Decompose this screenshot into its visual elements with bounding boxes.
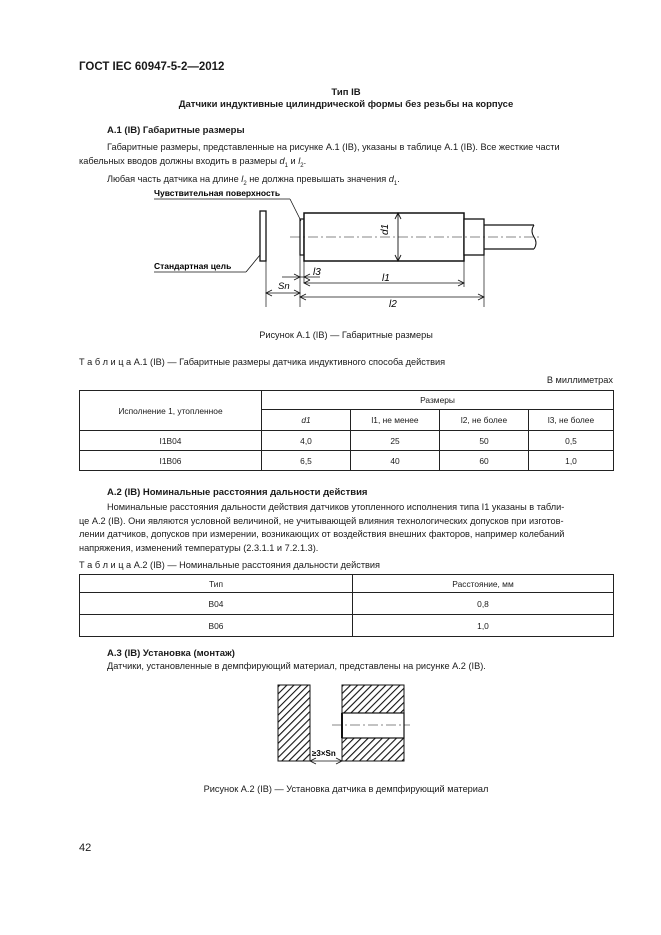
table-a1-header-variant: Исполнение 1, утопленное bbox=[80, 391, 262, 431]
figure-a2-drawing bbox=[270, 680, 420, 770]
subscript: 1 bbox=[284, 162, 288, 169]
section-a2-paragraph bbox=[79, 501, 613, 555]
table-a1-header-l1: l1, не менее bbox=[351, 410, 440, 431]
cell-type: B06 bbox=[80, 615, 353, 637]
cell-type: B04 bbox=[80, 593, 353, 615]
table-a2-header-distance: Расстояние, мм bbox=[353, 575, 614, 593]
symbol-d: d bbox=[388, 173, 394, 184]
cell-l2: 60 bbox=[440, 451, 529, 471]
conjunction: и bbox=[287, 155, 299, 166]
table-a1-header-group: Размеры bbox=[262, 391, 614, 410]
table-a1 bbox=[79, 390, 614, 471]
a1-text-line-1: Габаритные размеры, представленные на рисунке А.1 (IB), указаны в таблице А.1 (IB). Все жесткие части bbox=[107, 142, 560, 152]
cell-d1: 4,0 bbox=[262, 431, 351, 451]
sensor-body bbox=[342, 713, 404, 738]
gap-dimension-label: ≥3×Sn bbox=[312, 749, 336, 758]
target-block bbox=[278, 685, 310, 761]
damping-material-lower bbox=[342, 738, 404, 761]
dim-d1-label: d1 bbox=[380, 223, 391, 235]
symbol-d: d bbox=[279, 155, 285, 166]
table-a2-caption: Т а б л и ц а А.2 (IB) — Номинальные расстояния дальности действия bbox=[79, 560, 381, 570]
symbol-l: l bbox=[241, 173, 244, 184]
section-a3-paragraph bbox=[79, 660, 613, 674]
table-row bbox=[80, 451, 614, 471]
figure-a2-caption: Рисунок А.2 (IB) — Установка датчика в демпфирующий материал bbox=[203, 784, 489, 794]
standard-target-plate bbox=[260, 211, 266, 261]
table-a2 bbox=[79, 574, 614, 637]
cell-l1: 40 bbox=[351, 451, 440, 471]
subscript: 2 bbox=[300, 162, 304, 169]
type-subtitle: Датчики индуктивные цилиндрической формы без резьбы на корпусе bbox=[178, 99, 514, 110]
cell-l3: 1,0 bbox=[529, 451, 614, 471]
document-code: ГОСТ IEC 60947-5-2—2012 bbox=[79, 61, 225, 73]
table-row bbox=[80, 593, 614, 615]
a2-text-line-1: Номинальные расстояния дальности действия датчиков утопленного исполнения типа I1 указаны в табли- bbox=[107, 502, 565, 512]
table-row bbox=[80, 431, 614, 451]
page-number: 42 bbox=[79, 842, 92, 854]
period: . bbox=[303, 155, 307, 166]
figure-a1-drawing bbox=[150, 180, 550, 313]
section-a1-heading: А.1 (IB) Габаритные размеры bbox=[107, 125, 245, 136]
dim-l1-label: l1 bbox=[382, 273, 390, 284]
damping-material-upper bbox=[342, 685, 404, 713]
subscript: 1 bbox=[393, 180, 398, 187]
section-a2-heading: А.2 (IB) Номинальные расстояния дальности действия bbox=[107, 487, 368, 498]
type-title: Тип IB bbox=[331, 87, 361, 98]
standard-target-label: Стандартная цель bbox=[154, 261, 232, 271]
cell-distance: 0,8 bbox=[353, 593, 614, 615]
table-a1-header-d1: d1 bbox=[262, 410, 351, 431]
table-row bbox=[80, 615, 614, 637]
table-a1-units: В миллиметрах bbox=[546, 375, 613, 385]
table-a1-header-l2: l2, не более bbox=[440, 410, 529, 431]
table-a1-header-l3: l3, не более bbox=[529, 410, 614, 431]
subscript: 2 bbox=[243, 180, 247, 187]
a2-text-line-3: лении датчиков, допусков при измерении, возникающих от воздействия внешних факторов, например колебаний bbox=[79, 529, 565, 539]
a2-text-line-2: це А.2 (IB). Они являются условной величиной, не учитывающей влияния технологических допусков при изготов- bbox=[79, 515, 564, 526]
cell-variant: I1B06 bbox=[80, 451, 262, 471]
dim-l2-label: l2 bbox=[389, 299, 397, 310]
table-a1-caption: Т а б л и ц а А.1 (IB) — Габаритные размеры датчика индуктивного способа действия bbox=[79, 357, 446, 367]
section-a3-heading: А.3 (IB) Установка (монтаж) bbox=[107, 648, 235, 659]
dim-l3-label: l3 bbox=[313, 267, 321, 278]
cell-l2: 50 bbox=[440, 431, 529, 451]
cell-l3: 0,5 bbox=[529, 431, 614, 451]
dim-sn-label: Sn bbox=[278, 281, 290, 292]
cell-l1: 25 bbox=[351, 431, 440, 451]
table-a2-header-type: Тип bbox=[80, 575, 353, 593]
symbol-l: l bbox=[298, 155, 301, 166]
a3-text-line-1: Датчики, установленные в демпфирующий материал, представлены на рисунке А.2 (IB). bbox=[107, 661, 486, 671]
cell-distance: 1,0 bbox=[353, 615, 614, 637]
text: не должна превышать значения bbox=[246, 173, 389, 184]
figure-a1-caption: Рисунок А.1 (IB) — Габаритные размеры bbox=[259, 330, 433, 340]
a1-text-line-3: Любая часть датчика на длине bbox=[107, 173, 242, 184]
a2-text-line-4: напряжения, изменений температуры (2.3.1.1 и 7.2.1.3). bbox=[79, 542, 319, 553]
sensitive-surface-label: Чувствительная поверхность bbox=[154, 188, 281, 198]
a1-text-line-2: кабельных вводов должны входить в размеры bbox=[79, 155, 280, 166]
cell-d1: 6,5 bbox=[262, 451, 351, 471]
cell-variant: I1B04 bbox=[80, 431, 262, 451]
period: . bbox=[397, 173, 400, 184]
